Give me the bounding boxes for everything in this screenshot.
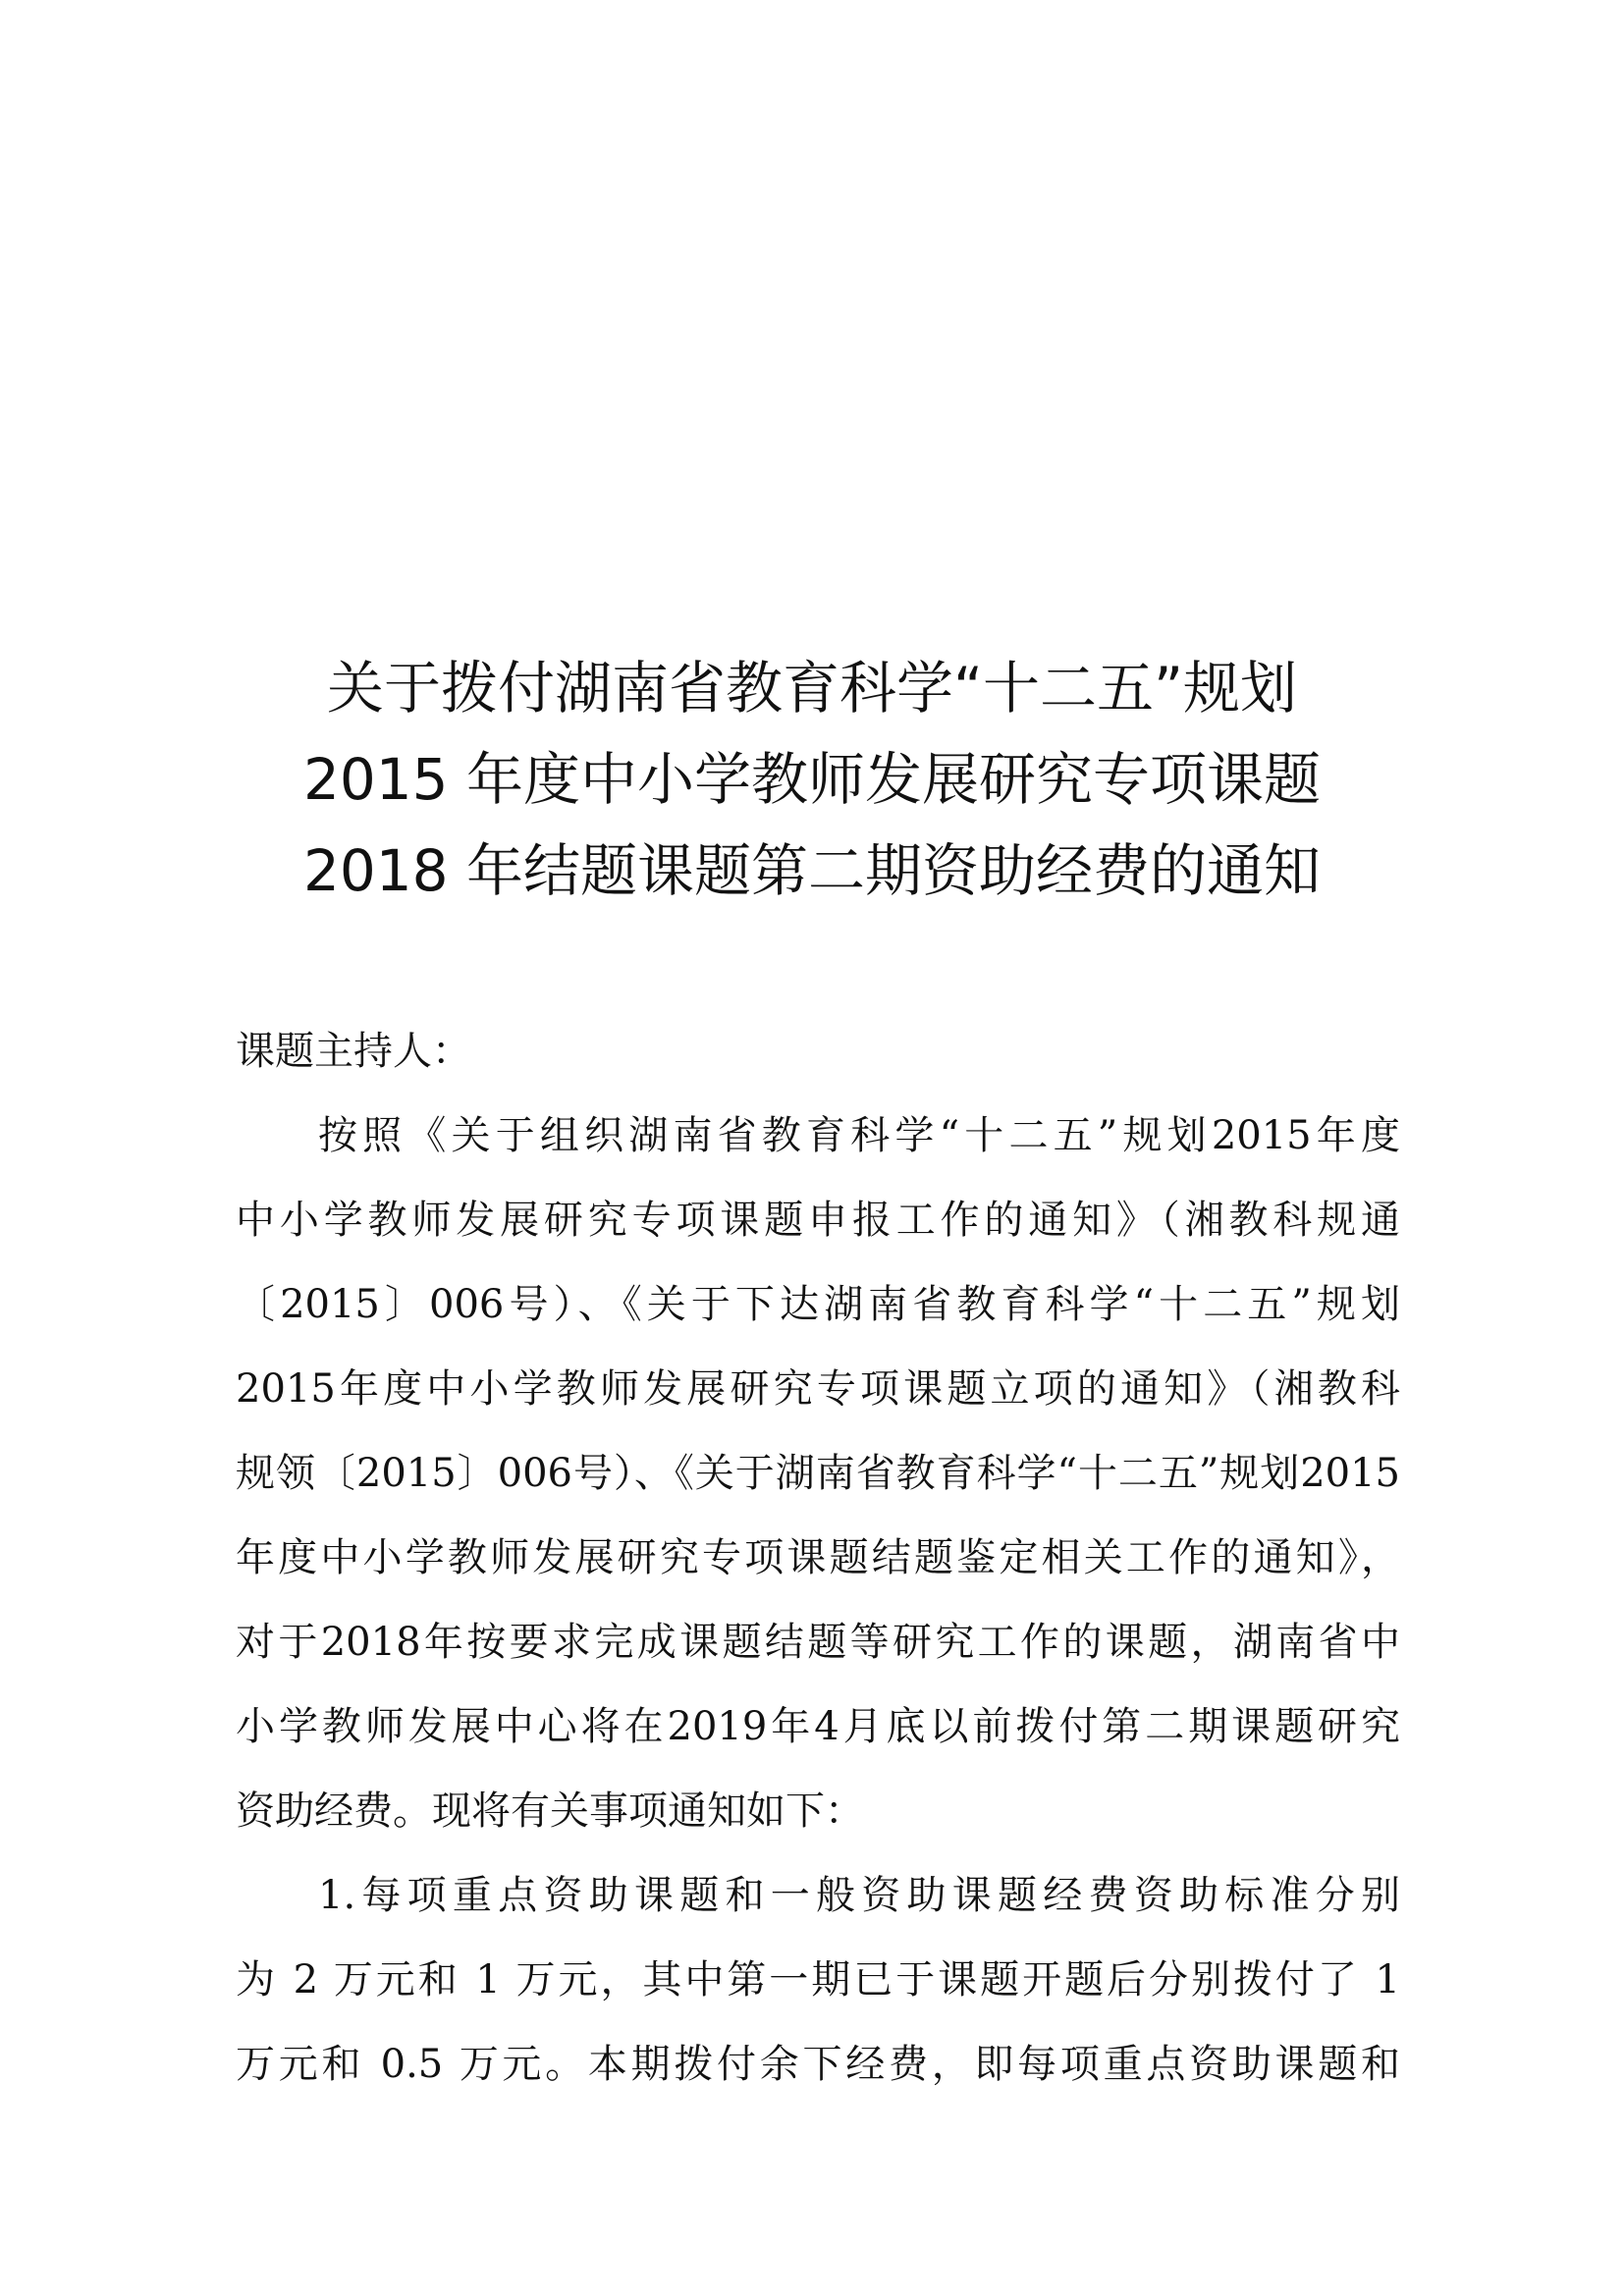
title-line-3: 2018 年结题课题第二期资助经费的通知 [302,837,1322,904]
paragraph-1-line-5: 规领〔2015〕006号）、《关于湖南省教育科学“十二五”规划2015 [236,1451,1400,1496]
paragraph-1-line-4: 2015年度中小学教师发展研究专项课题立项的通知》（湘教科 [236,1366,1400,1412]
paragraph-1-line-3: 〔2015〕006号）、《关于下达湖南省教育科学“十二五”规划 [236,1282,1400,1327]
paragraph-2 [236,1853,1400,2107]
paragraph-1-line-2: 中小学教师发展研究专项课题申报工作的通知》（湘教科规通 [236,1198,1400,1243]
title-line-2: 2015 年度中小学教师发展研究专项课题 [302,746,1322,813]
salutation: 课题主持人： [236,1029,471,1074]
title-line-1: 关于拨付湖南省教育科学“十二五”规划 [326,655,1298,721]
paragraph-1-line-8: 小学教师发展中心将在2019年4月底以前拨付第二期课题研究 [236,1704,1400,1749]
document-body [236,1009,1400,2107]
paragraph-1 [236,1094,1400,1853]
paragraph-1-line-7: 对于2018年按要求完成课题结题等研究工作的课题，湖南省中 [236,1620,1400,1665]
paragraph-2-line-1: 1.每项重点资助课题和一般资助课题经费资助标准分别 [318,1873,1400,1918]
document-title [236,643,1388,917]
paragraph-1-line-1: 按照《关于组织湖南省教育科学“十二五”规划2015年度 [318,1113,1400,1158]
paragraph-2-line-3: 万元和 0.5 万元。本期拨付余下经费，即每项重点资助课题和 [236,2042,1400,2087]
paragraph-1-line-6: 年度中小学教师发展研究专项课题结题鉴定相关工作的通知》， [236,1535,1400,1580]
paragraph-2-line-2: 为 2 万元和 1 万元，其中第一期已于课题开题后分别拨付了 1 [236,1957,1400,2002]
paragraph-1-line-9: 资助经费。现将有关事项通知如下： [236,1789,864,1834]
